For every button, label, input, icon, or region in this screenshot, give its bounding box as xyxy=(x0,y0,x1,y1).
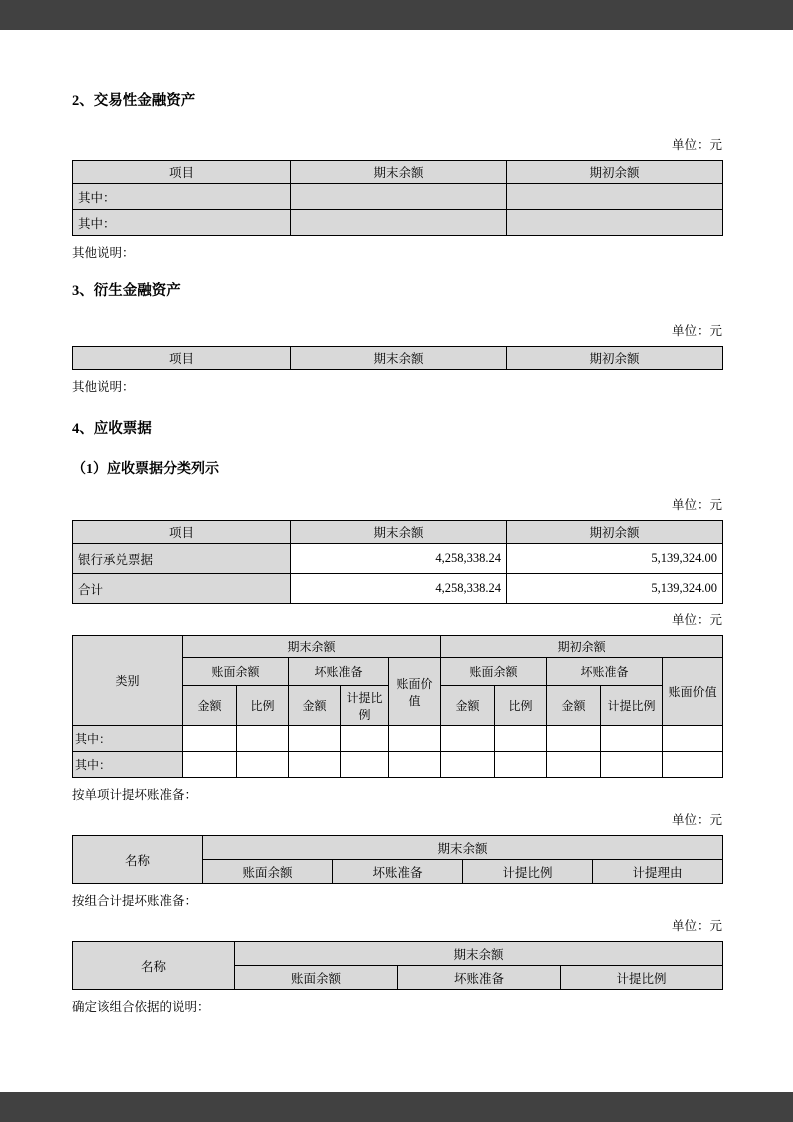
table-header-ratio: 比例 xyxy=(237,686,289,726)
table-header-item: 项目 xyxy=(73,347,291,370)
derivative-assets-table xyxy=(72,346,723,370)
table-header-category: 类别 xyxy=(73,636,183,726)
table-empty-cell xyxy=(601,726,663,752)
group-basis-note: 确定该组合依据的说明： xyxy=(72,1000,210,1014)
table-label-among: 其中： xyxy=(73,726,183,752)
unit-label: 单位：元 xyxy=(671,613,722,627)
table-empty-cell xyxy=(547,752,601,778)
table-row xyxy=(73,574,723,604)
table-header-bad-debt-provision: 坏账准备 xyxy=(398,966,561,990)
table-header-amount: 金额 xyxy=(289,686,341,726)
unit-label: 单位：元 xyxy=(671,498,722,512)
subsection-heading-notes-classification: （1）应收票据分类列示 xyxy=(72,462,219,477)
table-header-beginning-balance: 期初余额 xyxy=(441,636,723,658)
table-label-among: 其中： xyxy=(73,752,183,778)
table-header-provision-reason: 计提理由 xyxy=(593,860,723,884)
table-empty-cell xyxy=(507,210,723,236)
other-note: 其他说明： xyxy=(72,246,135,260)
table-empty-cell xyxy=(291,184,507,210)
notes-receivable-table xyxy=(72,520,723,604)
table-header-book-balance: 账面余额 xyxy=(183,658,289,686)
table-header-provision-ratio: 计提比例 xyxy=(601,686,663,726)
table-empty-cell xyxy=(237,752,289,778)
table-empty-cell xyxy=(663,752,723,778)
trading-assets-table xyxy=(72,160,723,236)
table-header-provision-ratio: 计提比例 xyxy=(463,860,593,884)
table-value-ending: 4,258,338.24 xyxy=(291,574,507,604)
table-empty-cell xyxy=(389,726,441,752)
unit-label: 单位：元 xyxy=(671,138,722,152)
table-empty-cell xyxy=(547,726,601,752)
table-header-ending-balance: 期末余额 xyxy=(235,942,723,966)
table-label-bank-acceptance: 银行承兑票据 xyxy=(73,544,291,574)
table-header-provision-ratio: 计提比例 xyxy=(341,686,389,726)
table-header-amount: 金额 xyxy=(183,686,237,726)
table-header-item: 项目 xyxy=(73,161,291,184)
table-header-bad-debt-provision: 坏账准备 xyxy=(547,658,663,686)
table-empty-cell xyxy=(341,752,389,778)
table-header-book-balance: 账面余额 xyxy=(203,860,333,884)
table-header-book-value: 账面价值 xyxy=(663,658,723,726)
table-empty-cell xyxy=(663,726,723,752)
table-row xyxy=(73,752,723,778)
table-header-book-value: 账面价值 xyxy=(389,658,441,726)
table-empty-cell xyxy=(441,726,495,752)
table-header-beginning-balance: 期初余额 xyxy=(507,347,723,370)
table-header-name: 名称 xyxy=(73,942,235,990)
single-provision-note: 按单项计提坏账准备： xyxy=(72,788,198,802)
section-heading-notes-receivable: 4、应收票据 xyxy=(72,421,152,437)
viewer-bottom-edge xyxy=(0,1092,793,1122)
table-header-name: 名称 xyxy=(73,836,203,884)
unit-label: 单位：元 xyxy=(671,324,722,338)
section-heading-derivative-assets: 3、衍生金融资产 xyxy=(72,283,181,299)
single-provision-table xyxy=(72,835,723,884)
table-empty-cell xyxy=(183,726,237,752)
viewer-top-edge xyxy=(0,0,793,30)
unit-label: 单位：元 xyxy=(671,813,722,827)
table-value-ending: 4,258,338.24 xyxy=(291,544,507,574)
table-row xyxy=(73,726,723,752)
notes-category-table xyxy=(72,635,723,778)
table-header-beginning-balance: 期初余额 xyxy=(507,161,723,184)
table-empty-cell xyxy=(237,726,289,752)
table-row xyxy=(73,544,723,574)
table-empty-cell xyxy=(289,752,341,778)
table-header-item: 项目 xyxy=(73,521,291,544)
table-label-total: 合计 xyxy=(73,574,291,604)
table-empty-cell xyxy=(495,752,547,778)
table-header-ending-balance: 期末余额 xyxy=(291,161,507,184)
section-heading-trading-assets: 2、交易性金融资产 xyxy=(72,93,196,109)
table-label-among: 其中： xyxy=(73,184,291,210)
table-empty-cell xyxy=(341,726,389,752)
table-header-book-balance: 账面余额 xyxy=(441,658,547,686)
table-header-provision-ratio: 计提比例 xyxy=(561,966,723,990)
table-label-among: 其中： xyxy=(73,210,291,236)
table-empty-cell xyxy=(289,726,341,752)
table-header-ending-balance: 期末余额 xyxy=(291,521,507,544)
table-empty-cell xyxy=(495,726,547,752)
table-header-bad-debt-provision: 坏账准备 xyxy=(333,860,463,884)
table-header-beginning-balance: 期初余额 xyxy=(507,521,723,544)
table-header-ending-balance: 期末余额 xyxy=(183,636,441,658)
table-value-beginning: 5,139,324.00 xyxy=(507,574,723,604)
table-empty-cell xyxy=(183,752,237,778)
group-provision-note: 按组合计提坏账准备： xyxy=(72,894,198,908)
table-header-book-balance: 账面余额 xyxy=(235,966,398,990)
table-value-beginning: 5,139,324.00 xyxy=(507,544,723,574)
table-header-bad-debt-provision: 坏账准备 xyxy=(289,658,389,686)
table-header-amount: 金额 xyxy=(441,686,495,726)
table-empty-cell xyxy=(601,752,663,778)
table-header-ending-balance: 期末余额 xyxy=(203,836,723,860)
group-provision-table xyxy=(72,941,723,990)
table-empty-cell xyxy=(507,184,723,210)
unit-label: 单位：元 xyxy=(671,919,722,933)
document-page xyxy=(0,30,793,1092)
table-empty-cell xyxy=(441,752,495,778)
table-header-ratio: 比例 xyxy=(495,686,547,726)
table-empty-cell xyxy=(291,210,507,236)
other-note: 其他说明： xyxy=(72,380,135,394)
table-empty-cell xyxy=(389,752,441,778)
table-header-amount: 金额 xyxy=(547,686,601,726)
table-header-ending-balance: 期末余额 xyxy=(291,347,507,370)
